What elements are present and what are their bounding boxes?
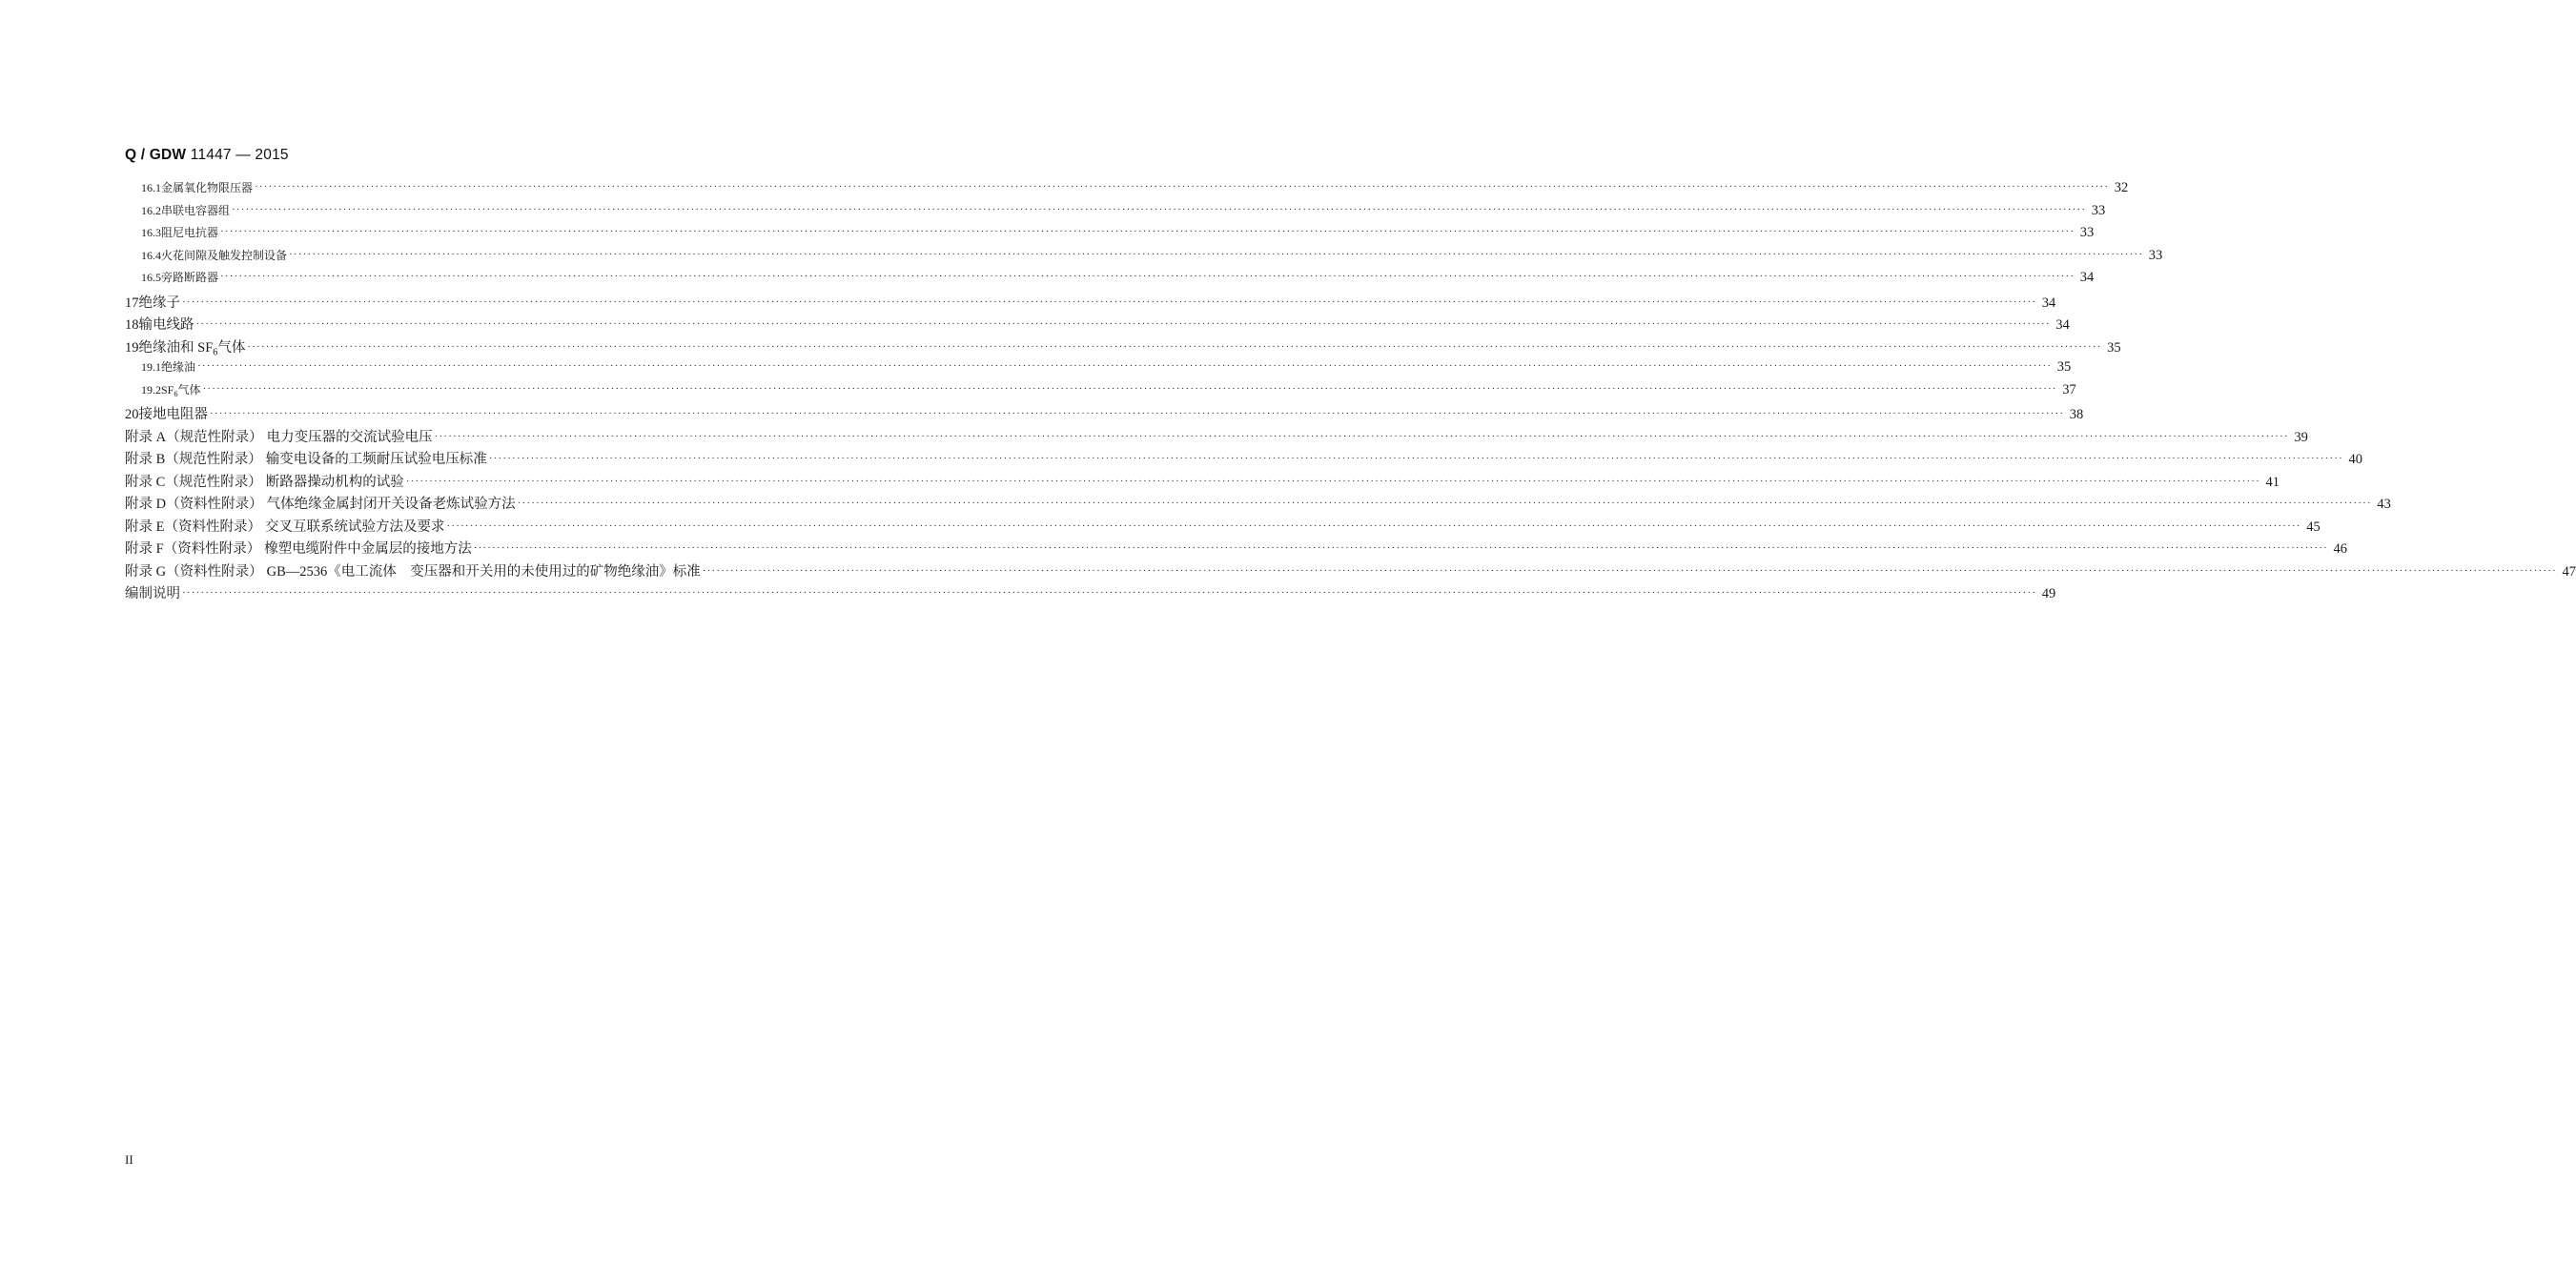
dot-leader: ················································································································································································································································································································································································································ [247, 340, 2102, 353]
toc-entry-title: 接地电阻器 [138, 407, 208, 422]
toc-entry-title: 输电线路 [138, 317, 194, 333]
toc-entry[interactable] [125, 292, 2056, 315]
standard-number: 11447 — 2015 [186, 147, 289, 163]
toc-entry-appendix-label: 附录 F（资料性附录） [125, 541, 261, 557]
toc-entry[interactable] [125, 179, 2129, 202]
toc-entry-page: 33 [2091, 202, 2106, 218]
dot-leader: ················································································································································································································································································································································································································ [488, 453, 2344, 464]
toc-entry-page: 40 [2348, 452, 2363, 467]
toc-entry[interactable] [125, 314, 2070, 336]
dot-leader: ················································································································································································································································································································································································································ [195, 318, 2051, 330]
dot-leader: ················································································································································································································································································································································································································ [702, 564, 2557, 577]
dot-leader: ················································································································································································································································································································································································································ [182, 587, 2037, 599]
toc-entry-title-part: SF [161, 382, 174, 397]
document-header [125, 147, 289, 164]
toc-entry-number: 18 [125, 317, 139, 333]
toc-entry-number: 17 [125, 295, 139, 311]
toc-entry-page: 35 [2056, 359, 2072, 375]
toc-entry-title: 橡塑电缆附件中金属层的接地方法 [264, 541, 472, 557]
toc-entry-number: 16.4 [141, 248, 161, 262]
toc-entry-page: 33 [2148, 247, 2163, 263]
toc-entry-title [161, 381, 201, 398]
toc-entry-appendix-label: 附录 A（规范性附录） [125, 429, 263, 445]
toc-entry-title-part: 气体 [177, 382, 201, 397]
dot-leader: ················································································································································································································································································································································································································ [202, 382, 2057, 395]
toc-entry-title: 金属氧化物限压器 [161, 181, 254, 194]
toc-entry-page: 34 [2055, 317, 2070, 333]
toc-entry-number: 16.1 [141, 181, 161, 194]
dot-leader: ················································································································································································································································································································································································································ [446, 519, 2301, 532]
toc-entry[interactable] [125, 403, 2084, 426]
toc-entry-appendix-label: 附录 E（资料性附录） [125, 519, 261, 535]
dot-leader: ················································································································································································································································································································································································································ [220, 226, 2075, 237]
toc-entry-page: 37 [2062, 381, 2076, 397]
dot-leader: ················································································································································································································································································································································································································ [197, 360, 2053, 372]
dot-leader: ················································································································································································································································································································································································································ [210, 408, 2065, 419]
dot-leader: ················································································································································································································································································································································································································ [434, 430, 2289, 442]
toc-entry-title: 气体绝缘金属封闭开关设备老炼试验方法 [266, 497, 516, 512]
toc-entry-number: 19.2 [141, 382, 161, 397]
toc-entry[interactable] [125, 448, 2363, 471]
toc-entry[interactable] [125, 358, 2072, 381]
toc-entry-title: 绝缘子 [138, 295, 180, 311]
toc-entry-title: 电力变压器的交流试验电压 [266, 429, 433, 445]
toc-entry-title: GB—2536《电工流体 变压器和开关用的未使用过的矿物绝缘油》标准 [266, 563, 701, 580]
toc-entry-number: 16.3 [141, 226, 161, 239]
dot-leader: ················································································································································································································································································································································································································ [232, 203, 2087, 215]
toc-entry-title: 编制说明 [125, 586, 180, 601]
toc-entry[interactable] [125, 269, 2095, 292]
dot-leader: ················································································································································································································································································································································································································ [517, 498, 2372, 509]
toc-entry-number: 19.1 [141, 360, 161, 374]
toc-entry[interactable] [125, 202, 2106, 225]
toc-entry-page: 38 [2069, 407, 2084, 422]
toc-entry-page: 49 [2041, 586, 2056, 601]
toc-entry[interactable] [125, 538, 2347, 560]
toc-entry-title [139, 336, 246, 358]
toc-entry-title: 火花间隙及触发控制设备 [161, 248, 288, 262]
toc-entry-title: 断路器操动机构的试验 [265, 474, 404, 490]
toc-entry-number: 16.5 [141, 271, 161, 284]
toc-entry-page: 47 [2562, 563, 2576, 580]
toc-entry-page: 35 [2107, 339, 2121, 356]
toc-entry-page: 43 [2377, 497, 2391, 512]
toc-entry[interactable] [125, 247, 2163, 270]
dot-leader: ················································································································································································································································································································································································································ [473, 542, 2328, 554]
toc-entry[interactable] [125, 493, 2391, 516]
toc-entry-title: 串联电容器组 [161, 203, 231, 217]
toc-entry-title: 交叉互联系统试验方法及要求 [264, 519, 445, 535]
table-of-contents [125, 179, 2576, 605]
dot-leader: ················································································································································································································································································································································································································ [220, 271, 2075, 282]
toc-entry-number: 20 [125, 407, 139, 422]
toc-entry-title: 阻尼电抗器 [161, 226, 219, 239]
dot-leader: ················································································································································································································································································································································································································ [289, 248, 2144, 260]
toc-entry[interactable] [125, 582, 2056, 605]
toc-entry-title: 输变电设备的工频耐压试验电压标准 [265, 452, 487, 467]
toc-entry[interactable] [125, 426, 2308, 449]
dot-leader: ················································································································································································································································································································································································································ [405, 475, 2261, 487]
toc-entry-page: 34 [2041, 295, 2056, 311]
toc-entry-appendix-label: 附录 B（规范性附录） [125, 452, 262, 467]
subscript: 6 [174, 389, 178, 398]
toc-entry[interactable] [125, 224, 2095, 247]
toc-entry-title: 旁路断路器 [161, 271, 219, 284]
toc-entry-title: 绝缘油 [161, 360, 196, 374]
toc-entry[interactable] [125, 381, 2076, 404]
toc-entry-page: 41 [2265, 474, 2280, 490]
subscript: 6 [213, 347, 218, 358]
toc-entry-page: 32 [2114, 180, 2129, 195]
toc-entry-appendix-label: 附录 C（规范性附录） [125, 474, 262, 490]
toc-entry-title-part: 绝缘油和 SF [138, 339, 214, 356]
dot-leader: ················································································································································································································································································································································································································ [255, 181, 2110, 193]
toc-entry[interactable] [125, 516, 2320, 539]
toc-entry[interactable] [125, 471, 2280, 494]
standard-prefix: Q / GDW [125, 147, 187, 163]
toc-entry-page: 46 [2333, 541, 2347, 557]
page-number: II [125, 1152, 133, 1167]
toc-entry-title-part: 气体 [217, 339, 246, 356]
toc-entry-number: 16.2 [141, 203, 161, 217]
toc-entry-page: 34 [2079, 270, 2095, 285]
toc-entry-number: 19 [125, 339, 139, 356]
toc-entry[interactable] [125, 560, 2576, 583]
toc-entry-appendix-label: 附录 D（资料性附录） [125, 497, 263, 512]
toc-entry[interactable] [125, 336, 2121, 359]
toc-entry-page: 45 [2306, 519, 2320, 535]
toc-entry-appendix-label: 附录 G（资料性附录） [125, 563, 263, 580]
dot-leader: ················································································································································································································································································································································································································ [182, 295, 2037, 308]
toc-entry-page: 33 [2079, 225, 2095, 240]
toc-entry-page: 39 [2294, 429, 2308, 445]
